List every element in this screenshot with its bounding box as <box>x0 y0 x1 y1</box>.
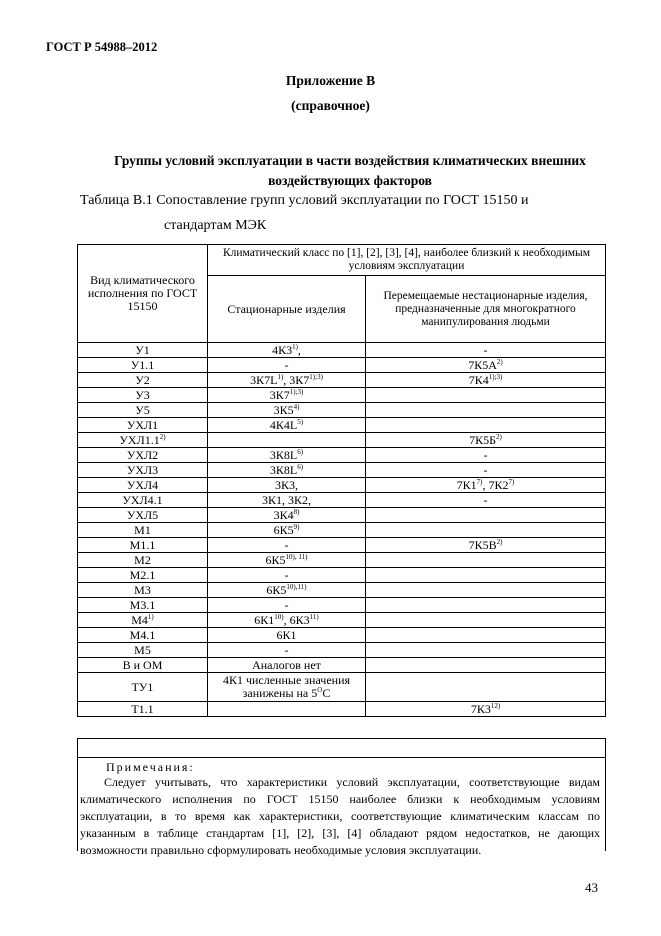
cell-portable-class <box>366 418 606 433</box>
cell-text: , <box>297 342 301 357</box>
appendix-title: Приложение В <box>285 73 376 88</box>
cell-text: УХЛ1.1 <box>119 432 160 447</box>
cell-text: М4 <box>131 612 148 627</box>
cell-stationary-class <box>208 403 366 418</box>
cell-text: - <box>483 492 488 507</box>
cell-climate-version <box>78 448 208 463</box>
page-number: 43 <box>585 880 598 895</box>
footnote-ref: 1) <box>147 612 154 621</box>
cell-text: - <box>483 447 488 462</box>
footnote-ref: 1);3) <box>488 372 503 381</box>
footnote-ref: 2) <box>496 432 502 441</box>
cell-portable-class <box>366 658 606 673</box>
cell-text: 6К1 <box>254 612 275 627</box>
cell-stationary-class <box>208 613 366 628</box>
header-climate-version: Вид климатического исполнения по ГОСТ 15150 <box>78 245 208 343</box>
header-stationary-products: Стационарные изделия <box>208 276 366 343</box>
cell-stationary-class <box>208 358 366 373</box>
cell-text: 6К5 <box>265 552 286 567</box>
cell-portable-class <box>366 463 606 478</box>
table-row <box>78 343 606 358</box>
cell-portable-class <box>366 673 606 702</box>
cell-text: Аналогов нет <box>252 657 321 672</box>
cell-text: 7К5А <box>468 357 497 372</box>
cell-climate-version <box>78 373 208 388</box>
cell-text: УХЛ3 <box>126 462 159 477</box>
cell-climate-version <box>78 523 208 538</box>
cell-portable-class <box>366 598 606 613</box>
cell-climate-version <box>78 702 208 717</box>
cell-climate-version <box>78 658 208 673</box>
cell-text: - <box>483 462 488 477</box>
cell-text: М2 <box>134 552 151 567</box>
cell-portable-class <box>366 568 606 583</box>
cell-climate-version <box>78 418 208 433</box>
cell-portable-class <box>366 583 606 598</box>
cell-stationary-class <box>208 673 366 702</box>
cell-text: - <box>284 567 289 582</box>
cell-stationary-class <box>208 448 366 463</box>
cell-text: 3К8L <box>269 462 298 477</box>
cell-stationary-class <box>208 568 366 583</box>
cell-portable-class <box>366 508 606 523</box>
cell-text: УХЛ4 <box>126 477 159 492</box>
footnote-ref: 7) <box>476 477 483 486</box>
cell-text: 7К1 <box>456 477 477 492</box>
cell-portable-class <box>366 523 606 538</box>
cell-text: 7К4 <box>468 372 489 387</box>
cell-portable-class <box>366 448 606 463</box>
cell-text: 4К3 <box>272 342 293 357</box>
footnote-ref: 7) <box>508 477 515 486</box>
table-caption-line-1: Таблица В.1 Сопоставление групп условий эксплуатации по ГОСТ 15150 и <box>80 193 529 208</box>
cell-portable-class <box>366 702 606 717</box>
cell-climate-version <box>78 598 208 613</box>
cell-stationary-class <box>208 463 366 478</box>
header-climate-class-group: Климатический класс по [1], [2], [3], [4], наиболее близкий к необходимым условиям эксплуатации <box>208 245 606 276</box>
cell-text: М3.1 <box>129 597 156 612</box>
footnote-ref: 8) <box>293 507 300 516</box>
cell-text: 4К1 численные значения занижены на 5 <box>222 673 351 700</box>
footnote-ref: 2) <box>496 537 503 546</box>
table-row <box>78 418 606 433</box>
cell-stationary-class <box>208 583 366 598</box>
cell-portable-class <box>366 553 606 568</box>
cell-text: М3 <box>134 582 151 597</box>
cell-portable-class <box>366 433 606 448</box>
cell-text: , 7К2 <box>482 477 509 492</box>
table-body <box>78 343 606 717</box>
cell-climate-version <box>78 508 208 523</box>
table-empty-row <box>77 738 606 758</box>
cell-text: С <box>322 686 331 700</box>
cell-climate-version <box>78 388 208 403</box>
footnote-ref: 9) <box>293 522 300 531</box>
cell-text: 4К4L <box>269 417 298 432</box>
table-row <box>78 643 606 658</box>
cell-climate-version <box>78 463 208 478</box>
cell-stationary-class <box>208 343 366 358</box>
table-row <box>78 478 606 493</box>
cell-text: У2 <box>135 372 150 387</box>
footnote-ref: 1) <box>292 342 298 351</box>
climate-class-table <box>77 244 606 717</box>
table-row <box>78 658 606 673</box>
cell-climate-version <box>78 358 208 373</box>
cell-climate-version <box>78 643 208 658</box>
footnote-ref: 2) <box>496 357 503 366</box>
cell-climate-version <box>78 403 208 418</box>
footnote-ref: 5) <box>297 417 304 426</box>
cell-climate-version <box>78 583 208 598</box>
cell-text: 3К8L <box>269 447 298 462</box>
header-portable-products: Перемещаемые нестационарные изделия, предназначенные для многократного манипулирования людьми <box>366 276 606 343</box>
table-row <box>78 448 606 463</box>
cell-text: - <box>483 342 488 357</box>
footnote-ref: 6) <box>297 462 304 471</box>
footnote-ref: 4) <box>293 402 300 411</box>
table-row <box>78 358 606 373</box>
table-row <box>78 702 606 717</box>
footnote-ref: O <box>317 686 323 694</box>
cell-stationary-class <box>208 538 366 553</box>
table-row <box>78 433 606 448</box>
footnote-ref: 1);3) <box>289 387 304 396</box>
cell-stationary-class <box>208 523 366 538</box>
footnote-ref: 1) <box>277 372 284 381</box>
cell-climate-version <box>78 553 208 568</box>
cell-text: У1.1 <box>130 357 155 372</box>
cell-text: 3К5 <box>273 402 294 417</box>
table-row <box>78 568 606 583</box>
cell-portable-class <box>366 343 606 358</box>
table-row <box>78 388 606 403</box>
cell-portable-class <box>366 613 606 628</box>
cell-text: М2.1 <box>129 567 156 582</box>
cell-stationary-class <box>208 433 366 448</box>
table-row <box>78 673 606 702</box>
cell-climate-version <box>78 343 208 358</box>
cell-text: 3К7 <box>269 387 290 402</box>
footnote-ref: 12) <box>490 701 501 710</box>
cell-climate-version <box>78 433 208 448</box>
table-row <box>78 538 606 553</box>
cell-text: , 6К3 <box>283 612 310 627</box>
cell-portable-class <box>366 358 606 373</box>
cell-stationary-class <box>208 508 366 523</box>
cell-text: 6К5 <box>266 582 287 597</box>
appendix-subtitle: (справочное) <box>291 98 370 113</box>
cell-climate-version <box>78 673 208 702</box>
cell-text: 7К5В <box>468 537 497 552</box>
footnote-ref: 10) <box>274 612 284 621</box>
cell-stationary-class <box>208 643 366 658</box>
footnote-ref: 1);3) <box>309 372 323 381</box>
cell-climate-version <box>78 478 208 493</box>
table-row <box>78 373 606 388</box>
cell-stationary-class <box>208 628 366 643</box>
cell-portable-class <box>366 403 606 418</box>
cell-text: 3К7L <box>250 372 278 387</box>
cell-text: УХЛ2 <box>126 447 159 462</box>
cell-portable-class <box>366 373 606 388</box>
cell-portable-class <box>366 478 606 493</box>
cell-text: У1 <box>135 342 150 357</box>
cell-text: - <box>284 537 289 552</box>
cell-text: 6К5 <box>273 522 294 537</box>
cell-text: 6К1 <box>276 627 297 642</box>
table-row <box>78 553 606 568</box>
cell-text: У3 <box>135 387 150 402</box>
notes-text: Следует учитывать, что характеристики условий эксплуатации, соответствующие видам климатического исполнения по ГОСТ 15150 наиболее близки к необходимым условиям эксплуатации, в то время как характеристики, соответствующие климатическим классам по указанным в таблице стандартам [1], [2], [3], [4] обладают рядом недостатков, не дающих возможности правильно сформулировать необходимые условия эксплуатации. <box>80 775 600 857</box>
cell-stationary-class <box>208 418 366 433</box>
cell-climate-version <box>78 538 208 553</box>
footnote-ref: 10), 11) <box>285 552 308 561</box>
cell-climate-version <box>78 628 208 643</box>
cell-text: УХЛ1 <box>126 417 159 432</box>
cell-stationary-class <box>208 373 366 388</box>
cell-text: , 3К7 <box>283 372 310 387</box>
cell-text: - <box>284 357 289 372</box>
table-row <box>78 523 606 538</box>
cell-stationary-class <box>208 658 366 673</box>
cell-text: М1.1 <box>129 537 156 552</box>
cell-text: У5 <box>135 402 150 417</box>
table-caption-line-2: стандартам МЭК <box>164 218 267 233</box>
cell-text: - <box>284 597 289 612</box>
cell-text: 3К4 <box>273 507 294 522</box>
cell-text: 7К3 <box>470 701 491 716</box>
cell-text: 3К3, <box>274 477 298 492</box>
cell-text: В и ОМ <box>122 657 163 672</box>
cell-stationary-class <box>208 388 366 403</box>
cell-text: М4.1 <box>129 627 156 642</box>
cell-portable-class <box>366 493 606 508</box>
cell-portable-class <box>366 538 606 553</box>
table-row <box>78 598 606 613</box>
cell-text: УХЛ4.1 <box>122 492 163 507</box>
cell-text: 3К1, 3К2, <box>261 492 311 507</box>
table-row <box>78 403 606 418</box>
cell-stationary-class <box>208 553 366 568</box>
table-row <box>78 613 606 628</box>
cell-stationary-class <box>208 493 366 508</box>
cell-text: ТУ1 <box>131 679 154 694</box>
table-row <box>78 628 606 643</box>
cell-text: М1 <box>134 522 151 537</box>
cell-text: - <box>284 642 289 657</box>
cell-text: 7К5Б <box>469 432 497 447</box>
cell-text: Т1.1 <box>131 701 154 716</box>
cell-text: М5 <box>134 642 151 657</box>
cell-climate-version <box>78 493 208 508</box>
table-row <box>78 463 606 478</box>
cell-portable-class <box>366 643 606 658</box>
cell-portable-class <box>366 628 606 643</box>
cell-stationary-class <box>208 702 366 717</box>
footnote-ref: 6) <box>297 447 304 456</box>
cell-stationary-class <box>208 478 366 493</box>
footnote-ref: 10),11) <box>286 582 307 591</box>
table-row <box>78 508 606 523</box>
footnote-ref: 11) <box>309 612 319 621</box>
section-title: Группы условий эксплуатации в части воздействия климатических внешних воздействующих факторов <box>114 153 586 188</box>
cell-stationary-class <box>208 598 366 613</box>
cell-climate-version <box>78 568 208 583</box>
table-row <box>78 583 606 598</box>
document-header: ГОСТ Р 54988–2012 <box>46 40 158 54</box>
table-row <box>78 493 606 508</box>
cell-portable-class <box>366 388 606 403</box>
notes-label: Примечания: <box>106 760 195 774</box>
footnote-ref: 2) <box>159 432 166 441</box>
cell-text: УХЛ5 <box>126 507 159 522</box>
cell-climate-version <box>78 613 208 628</box>
